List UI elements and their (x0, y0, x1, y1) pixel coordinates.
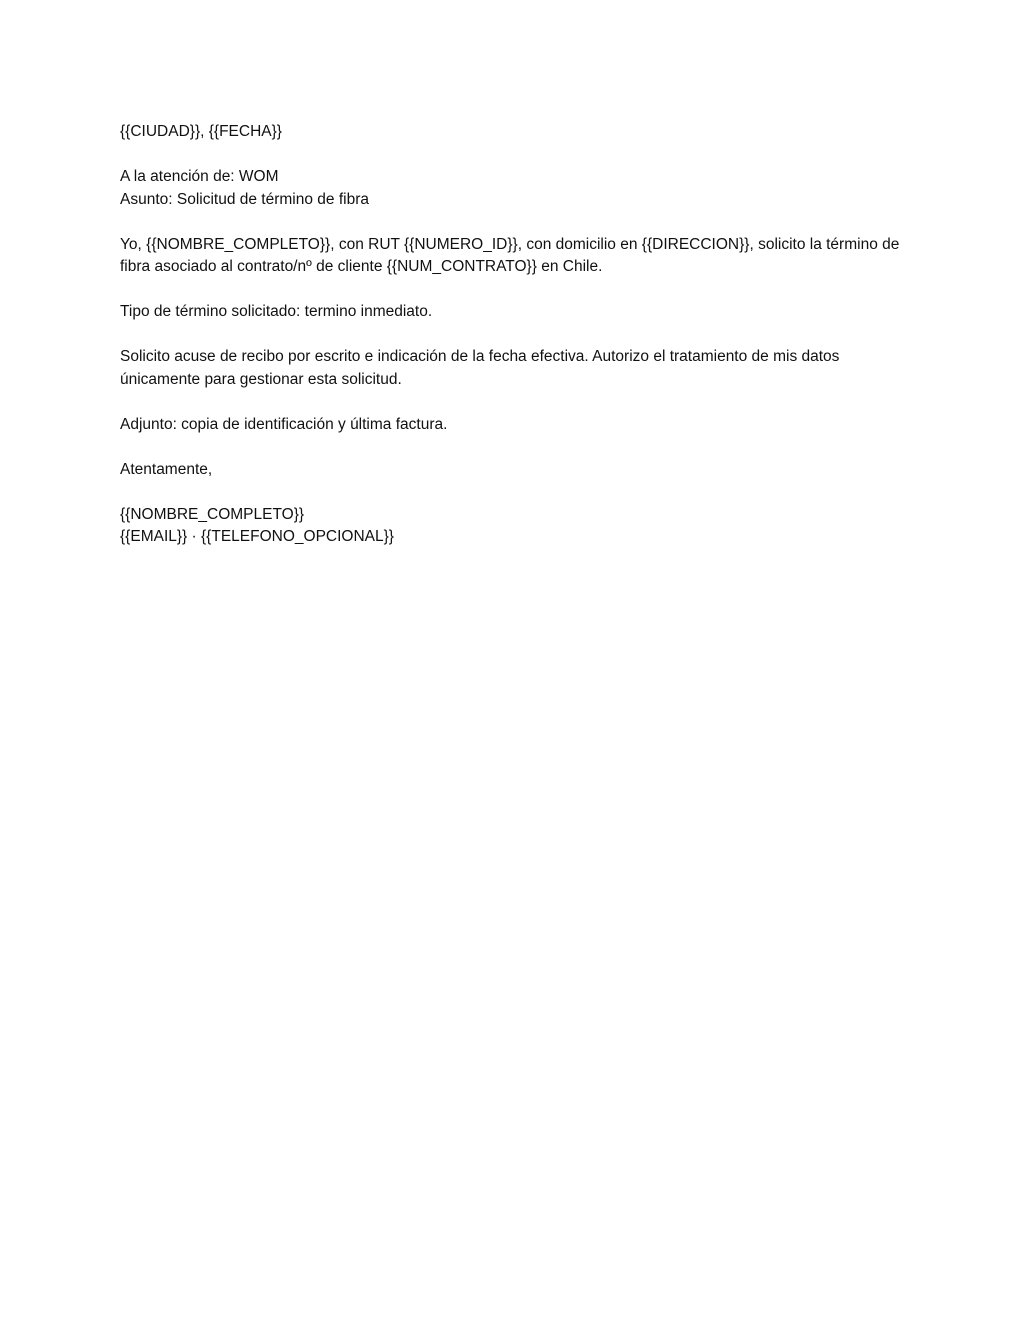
acknowledgment-paragraph: Solicito acuse de recibo por escrito e indicación de la fecha efectiva. Autorizo el tratamiento de mis datos únicamente para gestionar esta solicitud. (120, 348, 840, 388)
spacer (120, 324, 920, 347)
subject-line: Asunto: Solicitud de término de fibra (120, 190, 369, 208)
spacer (120, 279, 920, 302)
spacer (120, 144, 920, 167)
place-date-line: {{CIUDAD}}, {{FECHA}} (120, 123, 282, 140)
letter-document (120, 121, 920, 549)
signature-contact: {{EMAIL}} · {{TELEFONO_OPCIONAL}} (120, 528, 394, 545)
spacer (120, 391, 920, 414)
termination-type-line: Tipo de término solicitado: termino inmediato. (120, 303, 433, 320)
body-intro-paragraph: Yo, {{NOMBRE_COMPLETO}}, con RUT {{NUMERO_ID}}, con domicilio en {{DIRECCION}}, solicito la término de fibra asociado al contrato/nº de cliente {{NUM_CONTRATO}} en Chile. (120, 235, 900, 275)
attachments-line: Adjunto: copia de identificación y última factura. (120, 415, 448, 433)
attention-line: A la atención de: WOM (120, 168, 279, 185)
closing-line: Atentamente, (120, 460, 213, 478)
signature-name: {{NOMBRE_COMPLETO}} (120, 505, 305, 523)
spacer (120, 436, 920, 459)
spacer (120, 481, 920, 504)
spacer (120, 211, 920, 234)
